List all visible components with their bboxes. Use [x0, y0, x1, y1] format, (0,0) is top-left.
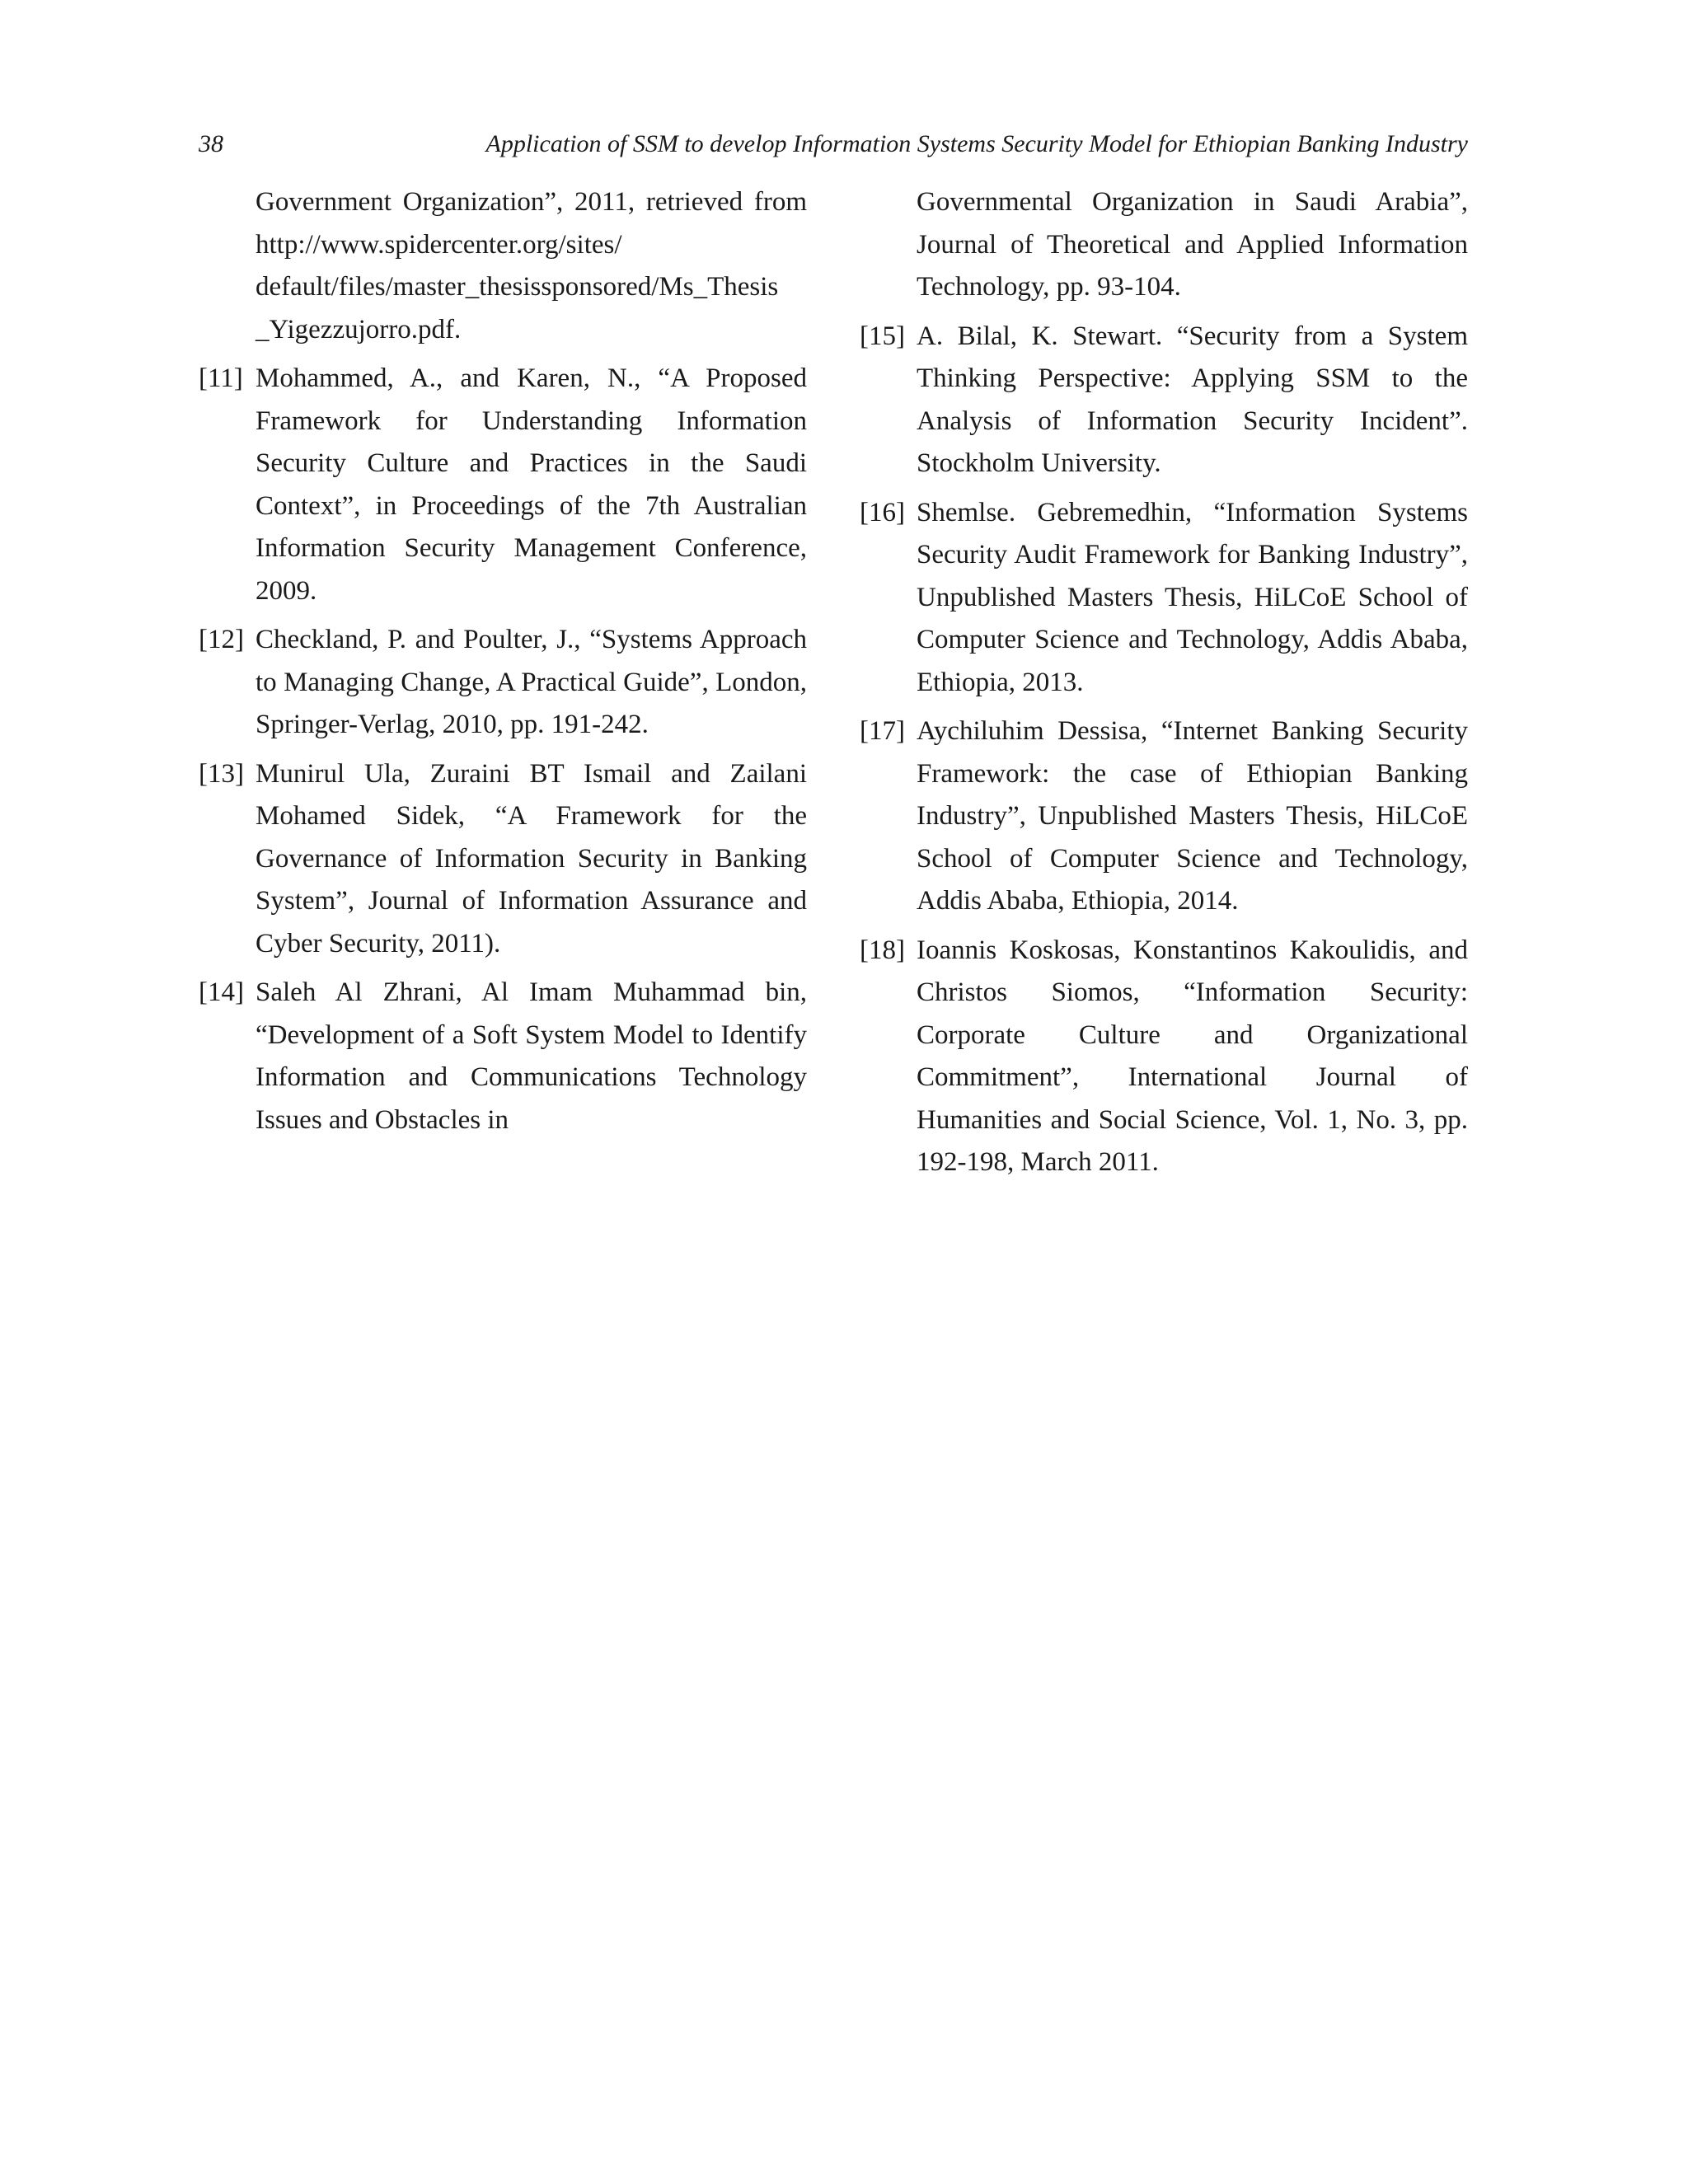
reference-18: [860, 930, 1468, 1184]
reference-label: [12]: [199, 625, 244, 654]
reference-label: [18]: [860, 935, 905, 965]
reference-text: A. Bilal, K. Stewart. “Security from a System Thinking Perspective: Applying SSM to the Analysis of Information Security Incident”. Stockholm University.: [917, 321, 1468, 478]
reference-text: Governmental Organization in Saudi Arabia”, Journal of Theoretical and Applied Information Technology, pp. 93-104.: [917, 187, 1468, 302]
reference-text: Aychiluhim Dessisa, “Internet Banking Security Framework: the case of Ethiopian Banking Industry”, Unpublished Masters Thesis, HiLCoE School of Computer Science and Technology, Addis Ababa, Ethiopia, 2014.: [917, 716, 1468, 916]
reference-text: Saleh Al Zhrani, Al Imam Muhammad bin, “Development of a Soft System Model to Identify Information and Communications Technology Issues and Obstacles in: [256, 977, 807, 1135]
reference-text: Government Organization”, 2011, retrieved from http://www.spidercenter.org/sites/ default/files/master_thesissponsored/Ms_Thesis _Yigezzujorro.pdf.: [256, 187, 807, 344]
page-number: 38: [199, 130, 223, 157]
reference-label: [15]: [860, 321, 905, 351]
reference-continued: [860, 181, 1468, 309]
reference-label: [14]: [199, 977, 244, 1007]
reference-text: Mohammed, A., and Karen, N., “A Proposed Framework for Understanding Information Security Culture and Practices in the Saudi Context”, in Proceedings of the 7th Australian Information Security Management Conference, 2009.: [256, 363, 807, 606]
references-right-column: [860, 181, 1468, 1191]
reference-label: [13]: [199, 758, 244, 789]
reference-14: [199, 972, 807, 1141]
reference-16: [860, 492, 1468, 705]
reference-text: Ioannis Koskosas, Konstantinos Kakoulidis, and Christos Siomos, “Information Security: Corporate Culture and Organizational Commitment”, International Journal of Humanities and Social Science, Vol. 1, No. 3, pp. 192-198, March 2011.: [917, 935, 1468, 1177]
reference-text: Munirul Ula, Zuraini BT Ismail and Zailani Mohamed Sidek, “A Framework for the Governance of Information Security in Banking System”, Journal of Information Assurance and Cyber Security, 2011).: [256, 758, 807, 958]
reference-13: [199, 753, 807, 966]
reference-label: [11]: [199, 363, 243, 393]
reference-15: [860, 316, 1468, 485]
reference-12: [199, 619, 807, 747]
reference-text: Checkland, P. and Poulter, J., “Systems Approach to Managing Change, A Practical Guide”, London, Springer-Verlag, 2010, pp. 191-242.: [256, 625, 807, 739]
reference-label: [16]: [860, 497, 905, 527]
reference-17: [860, 710, 1468, 923]
reference-text: Shemlse. Gebremedhin, “Information Systems Security Audit Framework for Banking Industry”, Unpublished Masters Thesis, HiLCoE School of Computer Science and Technology, Addis Ababa, Ethiopia, 2013.: [917, 497, 1468, 697]
page-header: [199, 124, 1468, 165]
references-left-column: [199, 181, 807, 1148]
reference-label: [17]: [860, 716, 905, 746]
running-title: Application of SSM to develop Information Systems Security Model for Ethiopian Banking Industry: [485, 130, 1468, 157]
reference-11: [199, 358, 807, 612]
reference-continued: [199, 181, 807, 351]
